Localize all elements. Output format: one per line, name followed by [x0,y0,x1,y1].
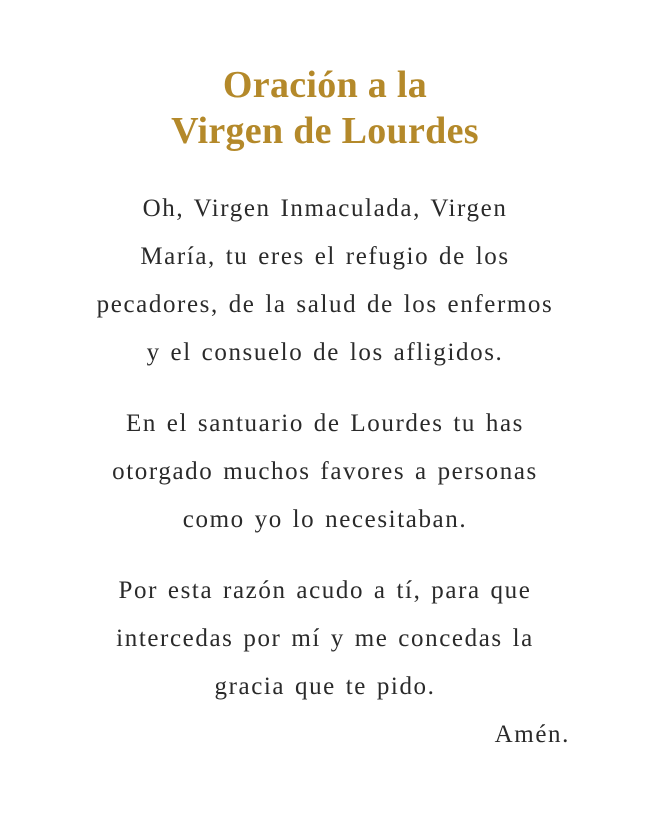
prayer-title-line-1: Oración a la [222,64,428,106]
stanza-line: y el consuelo de los afligidos. [146,339,504,366]
stanza-line: otorgado muchos favores a personas [112,458,538,485]
stanza-line: intercedas por mí y me concedas la [116,625,534,652]
prayer-title [0,62,650,154]
closing-amen: Amén. [494,721,570,748]
stanza-1 [0,185,650,377]
stanza-line: Por esta razón acudo a tí, para que [118,577,532,604]
stanza-3 [0,567,650,711]
stanza-line: como yo lo necesitaban. [182,506,468,533]
stanza-2 [0,400,650,544]
stanza-line: Oh, Virgen Inmaculada, Virgen [142,195,508,222]
stanza-line: gracia que te pido. [214,673,436,700]
stanza-line: En el santuario de Lourdes tu has [125,410,525,437]
stanza-line: María, tu eres el refugio de los [140,243,510,270]
prayer-title-line-2: Virgen de Lourdes [171,110,479,152]
stanza-line: pecadores, de la salud de los enfermos [96,291,554,318]
